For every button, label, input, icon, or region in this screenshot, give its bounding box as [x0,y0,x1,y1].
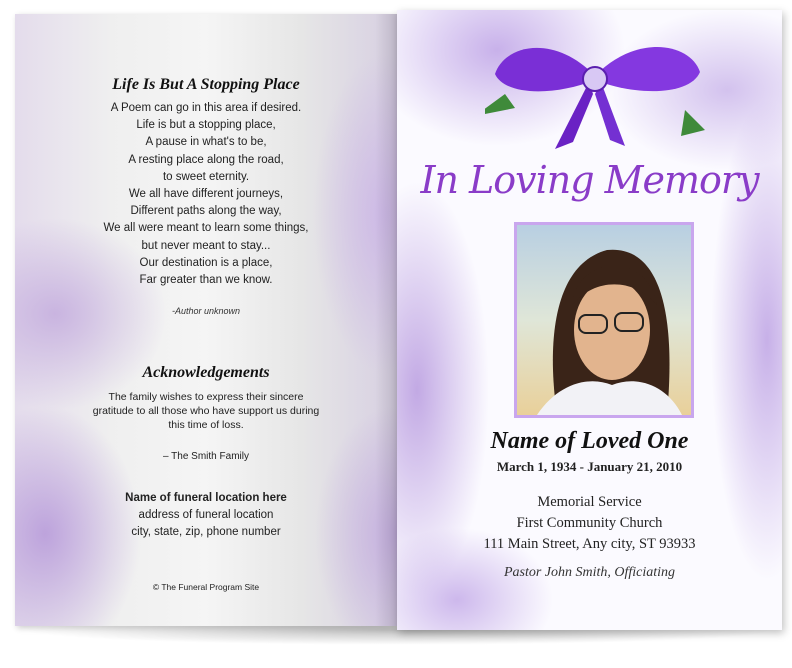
poem-line: A Poem can go in this area if desired. [110,102,302,114]
poem-line: We all have different journeys, [128,188,284,201]
poem-line: Far greater than we know. [139,274,273,287]
church-name: First Community Church [516,515,663,531]
poem-title: Life Is But A Stopping Place [112,76,300,93]
portrait-image [517,225,691,415]
acknowledgements-signature: – The Smith Family [163,451,249,462]
location-address: address of funeral location [138,509,274,521]
copyright: © The Funeral Program Site [152,582,260,592]
poem-line: Our destination is a place, [139,256,273,269]
funeral-location [15,490,397,541]
program-inside-page [15,14,397,626]
loved-one-name: Name of Loved One [490,428,689,454]
poem-line: We all were meant to learn some things, [103,222,309,235]
poem-line: but never meant to stay... [141,239,271,252]
portrait-photo [514,222,694,418]
church-address: 111 Main Street, Any city, ST 93933 [483,536,696,552]
location-city: city, state, zip, phone number [131,526,281,538]
poem [15,100,397,289]
program-cover-page [397,10,782,630]
poem-line: to sweet eternity. [162,170,250,183]
acknowledgements-text: The family wishes to express their sincere gratitude to all those who have support us during this time of loss. [92,391,320,431]
service-type: Memorial Service [537,494,642,510]
acknowledgements-title: Acknowledgements [142,364,270,381]
location-name: Name of funeral location here [125,492,287,504]
life-dates: March 1, 1934 - January 21, 2010 [496,459,683,474]
poem-line: Life is but a stopping place, [136,119,276,132]
poem-line: A pause in what's to be, [145,136,267,149]
service-details [397,492,782,555]
poem-line: Different paths along the way, [130,205,282,218]
ribbon-bow-icon [485,24,705,154]
in-loving-memory-title: In Loving Memory [420,158,759,202]
poem-author: -Author unknown [171,306,241,316]
poem-line: A resting place along the road, [128,153,284,166]
officiant: Pastor John Smith, Officiating [503,565,676,580]
